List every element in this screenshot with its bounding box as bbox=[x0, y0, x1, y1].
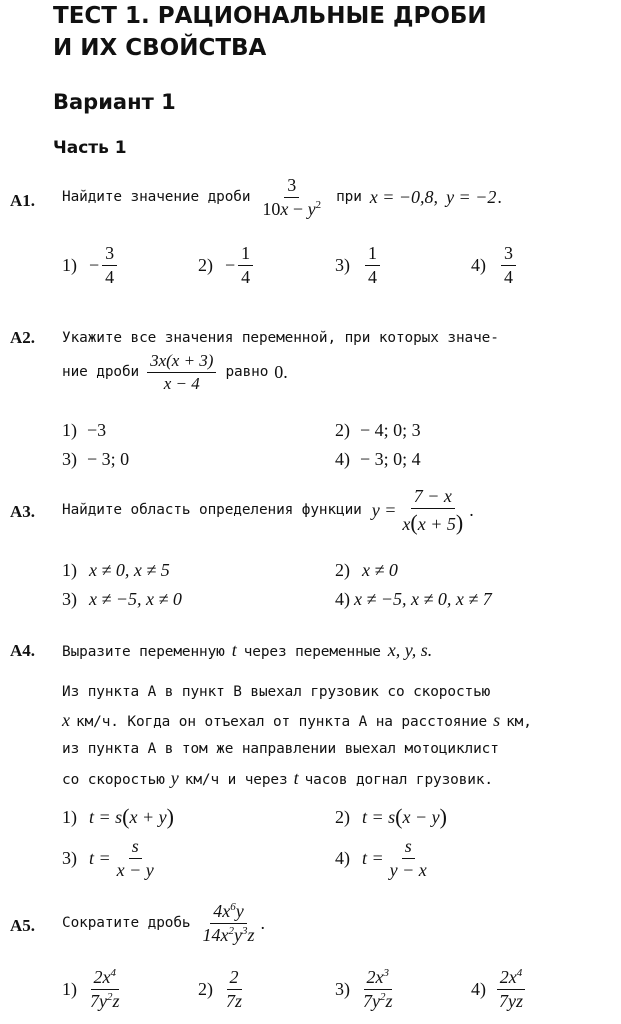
a2-option-2[interactable]: 2) − 4; 0; 3 bbox=[335, 420, 421, 440]
question-a2-line1: Укажите все значения переменной, при которых значе- bbox=[62, 330, 499, 346]
a1-option-4[interactable]: 4) $\frac{3}{4}$ bbox=[471, 244, 519, 287]
a1-fraction-denominator: $10x - y^2$ bbox=[262, 198, 322, 219]
a2-fraction-numerator: 3x(x + 3) bbox=[147, 352, 216, 373]
question-label-a5: А5. bbox=[10, 916, 36, 935]
a5-option-2[interactable]: 2) $\frac{2}{7z}$ bbox=[198, 967, 243, 1011]
question-a5-stem: Сократите дробь $\frac{4x^6y}{14x^2y^3z}$ . bbox=[62, 901, 265, 945]
a3-fraction-numerator: 7 − x bbox=[411, 487, 455, 509]
a5-option-3[interactable]: 3) $\frac{2x^3}{7y^2z}$ bbox=[335, 967, 393, 1011]
question-a3-stem: Найдите область определения функции y = $\frac{7 - x}{x(x + 5)}$ . bbox=[62, 486, 474, 535]
a1-fraction bbox=[259, 176, 324, 219]
question-label-a3: А3. bbox=[10, 502, 36, 521]
a2-fraction-denominator: x − 4 bbox=[163, 373, 200, 393]
a1-cond-x: x = −0,8, bbox=[369, 186, 439, 207]
a4-problem-line1: Из пункта А в пункт В выехал грузовик со скоростью bbox=[62, 684, 491, 700]
a4-option-4[interactable]: 4) t = $\frac{s}{y - x}$ bbox=[335, 836, 427, 880]
a5-option-4[interactable]: 4) $\frac{2x^4}{7yz}$ bbox=[471, 968, 529, 1011]
a3-option-3[interactable]: 3) x ≠ −5, x ≠ 0 bbox=[62, 589, 182, 609]
question-a2-line2: ние дроби $\frac{3x(x + 3)}{x - 4}$ равно 0. bbox=[62, 351, 288, 393]
a1-when: при bbox=[336, 189, 362, 206]
a5-option-1[interactable]: 1) $\frac{2x^4}{7y^2z}$ bbox=[62, 967, 120, 1011]
a3-fraction bbox=[399, 487, 466, 534]
a1-option-2[interactable]: 2) − $\frac{1}{4}$ bbox=[198, 244, 256, 287]
a3-option-2[interactable]: 2) x ≠ 0 bbox=[335, 560, 398, 580]
a2-fraction bbox=[147, 352, 216, 393]
question-a4-stem: Выразите переменную t через переменные x, y, s. bbox=[62, 640, 433, 660]
a5-fraction-numerator: $4x^6y$ bbox=[210, 902, 247, 924]
a1-fraction-numerator: 3 bbox=[284, 176, 299, 198]
test-title-line1: ТЕСТ 1. РАЦИОНАЛЬНЫЕ ДРОБИ bbox=[53, 3, 487, 29]
a3-option-1[interactable]: 1) x ≠ 0, x ≠ 5 bbox=[62, 560, 170, 580]
test-title-line2: И ИХ СВОЙСТВА bbox=[53, 35, 267, 61]
a1-cond-y: y = −2 bbox=[446, 186, 497, 207]
question-a1-stem: Найдите значение дроби $\frac{3}{10x - y^2}$ при x = −0,8, y = −2 . bbox=[62, 175, 502, 219]
a1-option-3[interactable]: 3) $\frac{1}{4}$ bbox=[335, 244, 383, 287]
a4-option-1[interactable]: 1) t = s ( x + y ) bbox=[62, 804, 174, 829]
a4-option-2[interactable]: 2) t = s ( x − y ) bbox=[335, 804, 447, 829]
a2-option-1[interactable]: 1) −3 bbox=[62, 420, 107, 440]
question-label-a2: А2. bbox=[10, 328, 36, 347]
a4-problem-line3: из пункта А в том же направлении выехал мотоциклист bbox=[62, 741, 499, 757]
a1-option-1[interactable]: 1) − $\frac{3}{4}$ bbox=[62, 244, 120, 287]
a4-problem-line2: x км/ч. Когда он отъехал от пункта А на расстояние s км, bbox=[62, 710, 532, 730]
question-label-a1: А1. bbox=[10, 191, 36, 210]
a4-option-3[interactable]: 3) t = $\frac{s}{x - y}$ bbox=[62, 836, 154, 880]
a5-fraction bbox=[199, 902, 257, 945]
question-label-a4: А4. bbox=[10, 641, 36, 660]
a2-option-3[interactable]: 3) − 3; 0 bbox=[62, 449, 130, 469]
a4-problem-line4: со скоростью y км/ч и через t часов догнал грузовик. bbox=[62, 768, 493, 788]
question-a1-text: Найдите значение дроби bbox=[62, 189, 251, 206]
a2-option-4[interactable]: 4) − 3; 0; 4 bbox=[335, 449, 421, 469]
variant-heading: Вариант 1 bbox=[53, 90, 176, 114]
a5-fraction-denominator: $14x^2y^3z$ bbox=[202, 924, 255, 945]
part-heading: Часть 1 bbox=[53, 138, 127, 158]
a3-fraction-denominator: x(x + 5) bbox=[402, 509, 464, 535]
a3-option-4[interactable]: 4) x ≠ −5, x ≠ 0, x ≠ 7 bbox=[335, 589, 492, 609]
